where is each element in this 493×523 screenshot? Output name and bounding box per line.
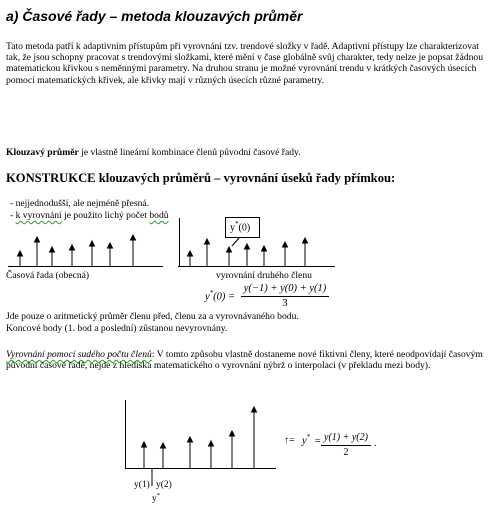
formula-three-point-lhs: y*(0) =	[205, 289, 236, 303]
label-y1: y(1)	[134, 480, 150, 490]
even-plot-stem	[209, 441, 214, 468]
even-formula-lhs: y* =	[302, 433, 321, 447]
caption-time-series: Časová řada (obecná)	[6, 270, 90, 281]
estimate-label: y*(0)	[230, 220, 251, 234]
bullet-simplest: - nejjednodušší, ale nejméně přesná.	[10, 198, 150, 209]
bullet-odd-count: - k vyrovnání je použito lichý počet bodů	[10, 210, 169, 221]
even-formula-arrow: ↑=	[284, 435, 295, 446]
caption-second-member: vyrovnání druhého členu	[216, 270, 312, 281]
even-plot-stem	[252, 407, 257, 468]
label-y-star: y*	[152, 492, 160, 505]
bullet-odd-count-link: k vyrovnání	[15, 210, 62, 221]
label-y2: y(2)	[156, 480, 172, 490]
intro-paragraph: Tato metoda patří k adaptivním přístupům při vyrovnání tzv. trendové složky v řadě. Adaptivní přístupy lze charakterizovat tak, že jsou schopny pracovat s trendovými složkami, které mění v čase globálně svůj charakter, tedy nelze je popsat žádnou matematickou křivkou s neměnnými parametry. Na druhou stranu je možné vyrovnání trendu v krátkých časových úsecích pomocí matematických křivek, ale křivky mají v různých úsecích různé parametry.	[6, 41, 484, 86]
even-formula-bar	[321, 445, 371, 446]
note-arithmetic-mean: Jde pouze o aritmetický průměr členu před, členu za a vyrovnávaného bodu.	[6, 311, 299, 322]
definition-rest: je vlastně lineární kombinace členů původní časové řady.	[78, 147, 301, 158]
even-formula-numerator: y(1) + y(2)	[324, 432, 368, 443]
even-plot-stem	[188, 437, 193, 468]
even-plot-stem	[142, 442, 147, 468]
construction-heading: KONSTRUKCE klouzavých průměrů – vyrovnání úseků řady přímkou:	[6, 171, 396, 185]
even-count-term: Vyrovnání pomocí sudého počtu členů	[6, 349, 152, 360]
note-end-points: Koncové body (1. bod a poslední) zůstanou nevyrovnány.	[6, 323, 228, 334]
even-count-paragraph: Vyrovnání pomocí sudého počtu členů: V tomto způsobu vlastně dostaneme nové fiktivní členy, které neodpovídají časovým původní časové řadě, nejde z hlediska matematického o vyrovnání nýbrž o interpolaci (v překladu mezi body).	[6, 349, 483, 372]
even-plot-stem	[230, 431, 235, 468]
even-plot-stem	[161, 443, 166, 468]
definition-term: Klouzavý průměr	[6, 147, 79, 158]
section-heading: a) Časové řady – metoda klouzavých průměr	[6, 8, 303, 24]
formula-three-point-numerator: y(−1) + y(0) + y(1)	[243, 283, 327, 294]
formula-three-point-denominator: 3	[282, 298, 288, 309]
even-formula-denominator: 2	[343, 447, 349, 458]
even-formula-period: .	[374, 438, 377, 449]
